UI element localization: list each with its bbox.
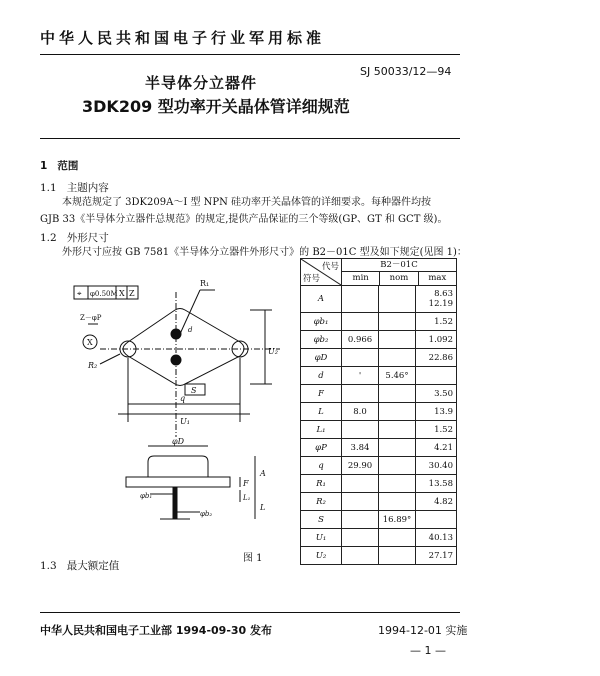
section-1-1-line-1: 本规范规定了 3DK209A～I 型 NPN 硅功率开关晶体管的详细要求。每种器件均按 xyxy=(62,197,432,208)
section-1-2-line-1: 外形尺寸应按 GB 7581《半导体分立器件外形尺寸》的 B2－01C 型及如下规定(见图 1)： xyxy=(62,247,467,258)
table-row xyxy=(301,286,457,313)
table-row xyxy=(301,439,457,457)
package-top-view xyxy=(123,309,244,386)
label-l: L xyxy=(260,503,266,512)
row-symbol: A xyxy=(301,286,342,313)
tol-symbol: ⌖ xyxy=(77,289,82,298)
row-nom: 5.46° xyxy=(379,367,416,385)
row-nom xyxy=(379,313,416,331)
label-x: X xyxy=(87,338,93,347)
table-row xyxy=(301,313,457,331)
section-1-3-heading xyxy=(40,558,119,573)
row-symbol: q xyxy=(301,457,342,475)
package-side-view xyxy=(148,456,208,477)
row-min xyxy=(342,286,379,313)
row-symbol: φP xyxy=(301,439,342,457)
row-max: 1.092 xyxy=(416,331,457,349)
table-row xyxy=(301,421,457,439)
row-nom xyxy=(379,529,416,547)
col-min-header: min xyxy=(342,272,380,285)
row-min xyxy=(342,313,379,331)
label-f: F xyxy=(243,479,249,488)
row-max xyxy=(416,286,457,313)
outline-type-header xyxy=(342,259,457,286)
table-row xyxy=(301,529,457,547)
row-symbol: φD xyxy=(301,349,342,367)
section-1-1-title: 主题内容 xyxy=(66,182,109,194)
label-l1: L₁ xyxy=(243,494,251,502)
label-phid: φD xyxy=(172,437,185,446)
section-1-1-heading xyxy=(40,180,109,195)
table-row xyxy=(301,547,457,565)
section-1-number: 1 xyxy=(40,160,48,172)
row-nom xyxy=(379,547,416,565)
standard-number: SJ 50033/12—94 xyxy=(360,65,452,78)
row-min xyxy=(342,475,379,493)
label-u1: U₁ xyxy=(180,417,190,426)
row-nom xyxy=(379,349,416,367)
row-max: 1.52 xyxy=(416,421,457,439)
outline-type-label: B2－01C xyxy=(342,259,456,272)
row-nom xyxy=(379,331,416,349)
col-max-header: max xyxy=(428,273,447,283)
row-max: 13.58 xyxy=(416,475,457,493)
dimension-rows xyxy=(301,286,457,565)
row-nom xyxy=(379,421,416,439)
tolerance-frame xyxy=(74,286,138,299)
row-symbol: R₁ xyxy=(301,475,342,493)
label-u2: U₂ xyxy=(268,347,278,356)
header-code-label: 代号 xyxy=(321,262,339,272)
label-phib1: φb₁ xyxy=(140,492,153,500)
row-max: 40.13 xyxy=(416,529,457,547)
row-nom: 16.89° xyxy=(379,511,416,529)
row-nom xyxy=(379,475,416,493)
row-symbol: F xyxy=(301,385,342,403)
section-1-heading xyxy=(40,158,78,173)
lead-side-view xyxy=(173,487,177,519)
row-symbol: R₂ xyxy=(301,493,342,511)
row-symbol: L xyxy=(301,403,342,421)
section-1-1-number: 1.1 xyxy=(40,182,57,194)
section-1-2-number: 1.2 xyxy=(40,232,57,244)
table-row xyxy=(301,331,457,349)
header-rule-top xyxy=(40,54,460,55)
row-symbol: L₁ xyxy=(301,421,342,439)
label-r2: R₂ xyxy=(88,361,98,370)
tol-datum-x: X xyxy=(119,289,125,298)
dimension-table xyxy=(300,258,457,565)
row-nom xyxy=(379,493,416,511)
table-row xyxy=(301,385,457,403)
table-row xyxy=(301,349,457,367)
row-min: ' xyxy=(342,367,379,385)
row-symbol: d xyxy=(301,367,342,385)
row-nom xyxy=(379,385,416,403)
table-row xyxy=(301,403,457,421)
row-max: 4.82 xyxy=(416,493,457,511)
row-min xyxy=(342,349,379,367)
row-symbol: S xyxy=(301,511,342,529)
row-max: 3.50 xyxy=(416,385,457,403)
row-min xyxy=(342,529,379,547)
section-1-title: 范围 xyxy=(57,160,79,172)
table-row xyxy=(301,457,457,475)
col-nom-header: nom xyxy=(380,272,418,285)
section-1-3-title: 最大额定值 xyxy=(66,560,120,572)
label-phib2: φb₂ xyxy=(200,510,213,518)
row-symbol: φb₂ xyxy=(301,331,342,349)
row-max: 13.9 xyxy=(416,403,457,421)
row-min xyxy=(342,511,379,529)
title-line-1: 半导体分立器件 xyxy=(145,74,258,92)
row-min xyxy=(342,421,379,439)
row-nom xyxy=(379,457,416,475)
row-max-value: 8.63 xyxy=(434,289,453,299)
row-max-value-2: 12.19 xyxy=(428,299,453,309)
section-1-3-number: 1.3 xyxy=(40,560,57,572)
label-d: d xyxy=(188,326,193,334)
title-line-2: 3DK209 型功率开关晶体管详细规范 xyxy=(82,97,350,116)
row-max xyxy=(416,511,457,529)
page-number: — 1 — xyxy=(410,644,446,657)
figure-caption: 图 1 xyxy=(243,553,263,564)
label-r1: R₁ xyxy=(200,279,210,288)
row-max: 30.40 xyxy=(416,457,457,475)
row-max: 27.17 xyxy=(416,547,457,565)
header-rule-bottom xyxy=(40,138,460,139)
row-nom xyxy=(379,403,416,421)
header-symbol-label: 符号 xyxy=(303,274,321,284)
footer-rule xyxy=(40,612,460,613)
row-symbol: φb₁ xyxy=(301,313,342,331)
tol-value: φ0.50M xyxy=(90,290,118,298)
row-min: 8.0 xyxy=(342,403,379,421)
row-nom xyxy=(379,286,416,313)
table-row xyxy=(301,511,457,529)
row-min: 29.90 xyxy=(342,457,379,475)
row-min xyxy=(342,385,379,403)
row-max: 1.52 xyxy=(416,313,457,331)
org-standard-title: 中华人民共和国电子行业军用标准 xyxy=(40,29,326,47)
table-row xyxy=(301,367,457,385)
row-min: 3.84 xyxy=(342,439,379,457)
row-symbol: U₁ xyxy=(301,529,342,547)
row-min xyxy=(342,547,379,565)
tol-datum-z: Z xyxy=(129,289,135,298)
table-row xyxy=(301,475,457,493)
flange-side-view xyxy=(126,477,230,487)
label-q: q xyxy=(180,394,186,403)
label-s: S xyxy=(191,386,197,395)
row-max: 22.86 xyxy=(416,349,457,367)
row-max: 4.21 xyxy=(416,439,457,457)
label-a: A xyxy=(260,469,266,478)
table-row xyxy=(301,493,457,511)
row-nom xyxy=(379,439,416,457)
section-1-2-heading xyxy=(40,230,109,245)
section-1-2-title: 外形尺寸 xyxy=(66,232,109,244)
effective-date: 1994-12-01 实施 xyxy=(378,624,468,637)
issuer-line: 中华人民共和国电子工业部 1994-09-30 发布 xyxy=(40,624,273,637)
row-symbol: U₂ xyxy=(301,547,342,565)
row-min xyxy=(342,493,379,511)
label-z-phip: Z－φP xyxy=(80,314,102,322)
row-max xyxy=(416,367,457,385)
outline-drawing xyxy=(40,262,302,552)
section-1-1-line-2: GJB 33《半导体分立器件总规范》的规定,提供产品保证的三个等级(GP、GT 和 GCT 级)。 xyxy=(40,214,448,225)
table-corner-cell xyxy=(301,259,342,286)
row-min: 0.966 xyxy=(342,331,379,349)
